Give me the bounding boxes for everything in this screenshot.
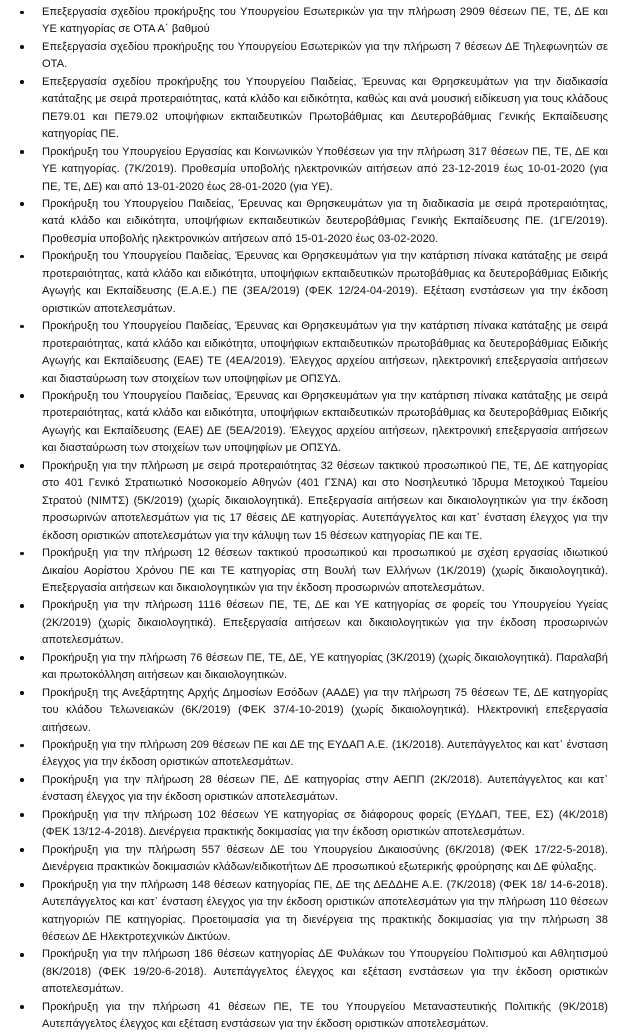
list-item xyxy=(20,4,608,39)
list-item-text: Προκήρυξη του Υπουργείου Παιδείας, Έρευνας και Θρησκευμάτων για την κατάρτιση πίνακα κατάταξης με σειρά προτεραιότητας, κατά κλάδο και ειδικότητα, υποψήφιων εκπαιδευτικών πρωτοβάθμιας κα δευτεροβάθμιας Ειδικής Αγωγής και Εκπαίδευσης (Ε.Α.Ε.) ΠΕ (3ΕΑ/2019) (ΦΕΚ 12/24-04-2019). Εξέταση ενστάσεων για την έκδοση οριστικών αποτελεσμάτων. xyxy=(42,250,608,315)
list-item xyxy=(20,946,608,998)
list-item xyxy=(20,545,608,597)
bullet-dot-icon xyxy=(20,953,24,957)
list-item-text: Προκήρυξη του Υπουργείου Εργασίας και Κοινωνικών Υποθέσεων για την πλήρωση 317 θέσεων ΠΕ, ΤΕ, ΔΕ και ΥΕ κατηγορίας. (7Κ/2019). Προθεσμία υποβολής ηλεκτρονικών αιτήσεων από 23-12-2019 έως 10-01-2020 (για ΠΕ, ΤΕ, ΔΕ) και από 13-01-2020 έως 28-01-2020 (για ΥΕ). xyxy=(42,145,608,193)
list-item-text: Προκήρυξη για την πλήρωση με σειρά προτεραιότητας 32 θέσεων τακτικού προσωπικού ΠΕ, ΤΕ, ΔΕ κατηγορίας στο 401 Γενικό Στρατιωτικό Νοσοκομείο Αθηνών (401 ΓΣΝΑ) και στο Νοσηλευτικό Ίδρυμα Μετοχικού Ταμείου Στρατού (ΝΙΜΤΣ) (5Κ/2019) (χωρίς δικαιολογητικά). Επεξεργασία αιτήσεων και δικαιολογητικών για την έκδοση προσωρινών αποτελεσμάτων για τις 17 θέσεις ΔΕ κατηγορίας. Αυτεπάγγελτος και κατ᾽ ένσταση έλεγχος για την έκδοση οριστικών αποτελεσμάτων για την κάλυψη των 15 θέσεων κατηγορίας ΠΕ και ΤΕ. xyxy=(42,459,608,542)
bullet-dot-icon xyxy=(20,325,24,329)
list-item-text: Προκήρυξη για την πλήρωση 557 θέσεων ΔΕ του Υπουργείου Δικαιοσύνης (6Κ/2018) (ΦΕΚ 17/22-5-2018). Διενέργεια πρακτικών δοκιμασιών κλάδων/ειδικοτήτων ΔΕ προσωπικού εξωτερικής φρούρησης και ΔΕ φύλαξης. xyxy=(42,843,608,874)
list-item-text: Προκήρυξη της Ανεξάρτητης Αρχής Δημοσίων Εσόδων (ΑΑΔΕ) για την πλήρωση 75 θέσεων ΤΕ, ΔΕ κατηγορίας του κλάδου Τελωνειακών (6Κ/2019) (ΦΕΚ 37/4-10-2019) (χωρίς δικαιολογητικά). Ηλεκτρονική επεξεργασία αιτήσεων. xyxy=(42,686,608,734)
bullet-dot-icon xyxy=(20,150,24,154)
bullet-dot-icon xyxy=(20,813,24,817)
list-item xyxy=(20,74,608,144)
list-item-text: Επεξεργασία σχεδίου προκήρυξης του Υπουργείου Παιδείας, Έρευνας και Θρησκευμάτων για την διαδικασία κατάταξης με σειρά προτεραιότητας, κατά κλάδο και ειδικότητα, καθώς και ανά μουσική ειδίκευση για τους κλάδους ΠΕ79.01 και ΠΕ79.02 υποψήφιων εκπαιδευτικών Πρωτοβάθμιας και Δευτεροβάθμιας Γενικής Εκπαίδευσης κατηγορίας ΠΕ. xyxy=(42,75,608,141)
list-item xyxy=(20,196,608,248)
list-item xyxy=(20,650,608,685)
list-item-text: Προκήρυξη για την πλήρωση 148 θέσεων κατηγορίας ΠΕ, ΔΕ της ΔΕΔΔΗΕ Α.Ε. (7Κ/2018) (ΦΕΚ 18/ 14-6-2018). Αυτεπάγγελτος και κατ᾽ ένσταση έλεγχος για την έκδοση οριστικών αποτελεσμάτων για την πλήρωση 110 θέσεων κατηγοριών ΠΕ κατηγορίας. Προετοιμασία για τη διενέργεια της πρακτικής δοκιμασίας για την πλήρωση 38 θέσεων ΔΕ Ηλεκτροτεχνικών Δικτύων. xyxy=(42,878,608,944)
list-item xyxy=(20,144,608,196)
announcement-list xyxy=(20,4,608,1034)
list-item xyxy=(20,597,608,649)
list-item xyxy=(20,388,608,458)
list-item xyxy=(20,772,608,807)
list-item xyxy=(20,318,608,388)
list-item-text: Προκήρυξη για την πλήρωση 209 θέσεων ΠΕ και ΔΕ της ΕΥΔΑΠ Α.Ε. (1Κ/2018). Αυτεπάγγελτος και κατ᾽ ένσταση έλεγχος για την έκδοση οριστικών αποτελεσμάτων. xyxy=(42,739,608,769)
bullet-dot-icon xyxy=(20,1005,24,1009)
list-item-text: Προκήρυξη του Υπουργείου Παιδείας, Έρευνας και Θρησκευμάτων για τη διαδικασία με σειρά προτεραιότητας, κατά κλάδο και ειδικότητα, υποψήφιων εκπαιδευτικών δευτεροβάθμιας Γενικής Εκπαίδευσης ΠΕ. (1ΓΕ/2019). Προθεσμία υποβολής ηλεκτρονικών αιτήσεων από 15-01-2020 έως 03-02-2020. xyxy=(42,197,608,245)
list-item xyxy=(20,999,608,1034)
list-item xyxy=(20,842,608,877)
list-item-text: Προκήρυξη για την πλήρωση 28 θέσεων ΠΕ, ΔΕ κατηγορίας στην ΑΕΠΠ (2Κ/2018). Αυτεπάγγελτος και κατ᾽ ένσταση έλεγχος για την έκδοση οριστικών αποτελεσμάτων. xyxy=(42,773,608,804)
list-item xyxy=(20,807,608,842)
bullet-dot-icon xyxy=(20,691,24,695)
list-item-text: Προκήρυξη για την πλήρωση 186 θέσεων κατηγορίας ΔΕ Φυλάκων του Υπουργείου Πολιτισμού και Αθλητισμού (8Κ/2018) (ΦΕΚ 19/20-6-2018). Αυτεπάγγελτος έλεγχος και εξέταση ενστάσεων για την έκδοση οριστικών αποτελεσμάτων. xyxy=(42,948,608,996)
bullet-dot-icon xyxy=(20,604,24,608)
list-item xyxy=(20,685,608,737)
bullet-dot-icon xyxy=(20,552,24,556)
list-item-text: Προκήρυξη για την πλήρωση 1116 θέσεων ΠΕ, ΤΕ, ΔΕ και ΥΕ κατηγορίας σε φορείς του Υπουργείου Υγείας (2Κ/2019) (χωρίς δικαιολογητικά). Επεξεργασία αιτήσεων και δικαιολογητικών για την έκδοση προσωρινών αποτελεσμάτων. xyxy=(42,599,608,647)
list-item-text: Επεξεργασία σχεδίου προκήρυξης του Υπουργείου Εσωτερικών για την πλήρωση 7 θέσεων ΔΕ Τηλεφωνητών σε ΟΤΑ. xyxy=(42,40,608,71)
bullet-dot-icon xyxy=(20,45,24,49)
list-item-text: Επεξεργασία σχεδίου προκήρυξης του Υπουργείου Εσωτερικών για την πλήρωση 2909 θέσεων ΠΕ, ΤΕ, ΔΕ και ΥΕ κατηγορίας σε ΟΤΑ Α΄ βαθμού xyxy=(42,6,608,36)
bullet-dot-icon xyxy=(20,778,24,782)
list-item xyxy=(20,737,608,772)
bullet-dot-icon xyxy=(20,464,24,468)
bullet-dot-icon xyxy=(20,883,24,887)
list-item-text: Προκήρυξη για την πλήρωση 76 θέσεων ΠΕ, ΤΕ, ΔΕ, ΥΕ κατηγορίας (3Κ/2019) (χωρίς δικαιολογητικά). Παραλαβή και πρωτοκόλληση αιτήσεων και δικαιολογητικών. xyxy=(42,651,608,682)
bullet-dot-icon xyxy=(20,848,24,852)
list-item-text: Προκήρυξη για την πλήρωση 41 θέσεων ΠΕ, ΤΕ του Υπουργείου Μεταναστευτικής Πολιτικής (9Κ/2018) Αυτεπάγγελτος έλεγχος και εξέταση ενστάσεων για την έκδοση οριστικών αποτελεσμάτων. xyxy=(42,1000,608,1031)
bullet-dot-icon xyxy=(20,202,24,206)
list-item-text: Προκήρυξη για την πλήρωση 12 θέσεων τακτικού προσωπικού και προσωπικού με σχέση εργασίας ιδιωτικού Δικαίου Αορίστου Χρόνου ΠΕ και ΤΕ κατηγορίας στη Βουλή των Ελλήνων (1Κ/2019) (χωρίς δικαιολογητικά). Επεξεργασία αιτήσεων και δικαιολογητικών για την έκδοση προσωρινών αποτελεσμάτων. xyxy=(42,547,608,594)
bullet-dot-icon xyxy=(20,255,24,259)
bullet-dot-icon xyxy=(20,656,24,660)
list-item-text: Προκήρυξη του Υπουργείου Παιδείας, Έρευνας και Θρησκευμάτων για την κατάρτιση πίνακα κατάταξης με σειρά προτεραιότητας, κατά κλάδο και ειδικότητα, υποψήφιων εκπαιδευτικών πρωτοβάθμιας κα δευτεροβάθμιας Ειδικής Αγωγής και Εκπαίδευσης (ΕΑΕ) ΤΕ (4ΕΑ/2019). Έλεγχος αρχείου αιτήσεων, ηλεκτρονική επεξεργασία αιτήσεων και διασταύρωση των στοιχείων των υποψηφίων με ΟΠΣΥΔ. xyxy=(42,320,608,385)
bullet-dot-icon xyxy=(20,11,24,15)
bullet-dot-icon xyxy=(20,744,24,748)
list-item xyxy=(20,39,608,74)
bullet-dot-icon xyxy=(20,394,24,398)
list-item xyxy=(20,877,608,947)
list-item xyxy=(20,458,608,545)
bullet-dot-icon xyxy=(20,80,24,84)
list-item-text: Προκήρυξη του Υπουργείου Παιδείας, Έρευνας και Θρησκευμάτων για την κατάρτιση πίνακα κατάταξης με σειρά προτεραιότητας, κατά κλάδο και ειδικότητα, υποψήφιων εκπαιδευτικών πρωτοβάθμιας κα δευτεροβάθμιας Ειδικής Αγωγής και Εκπαίδευσης (ΕΑΕ) ΔΕ (5ΕΑ/2019). Έλεγχος αρχείου αιτήσεων, ηλεκτρονική επεξεργασία αιτήσεων και διασταύρωση των στοιχείων των υποψηφίων με ΟΠΣΥΔ. xyxy=(42,389,608,455)
list-item xyxy=(20,248,608,318)
list-item-text: Προκήρυξη για την πλήρωση 102 θέσεων ΥΕ κατηγορίας σε διάφορους φορείς (ΕΥΔΑΠ, ΤΕΕ, ΕΣ) (4Κ/2018) (ΦΕΚ 13/12-4-2018). Διενέργεια πρακτικής δοκιμασίας για την έκδοση οριστικών αποτελεσμάτων. xyxy=(42,808,608,839)
